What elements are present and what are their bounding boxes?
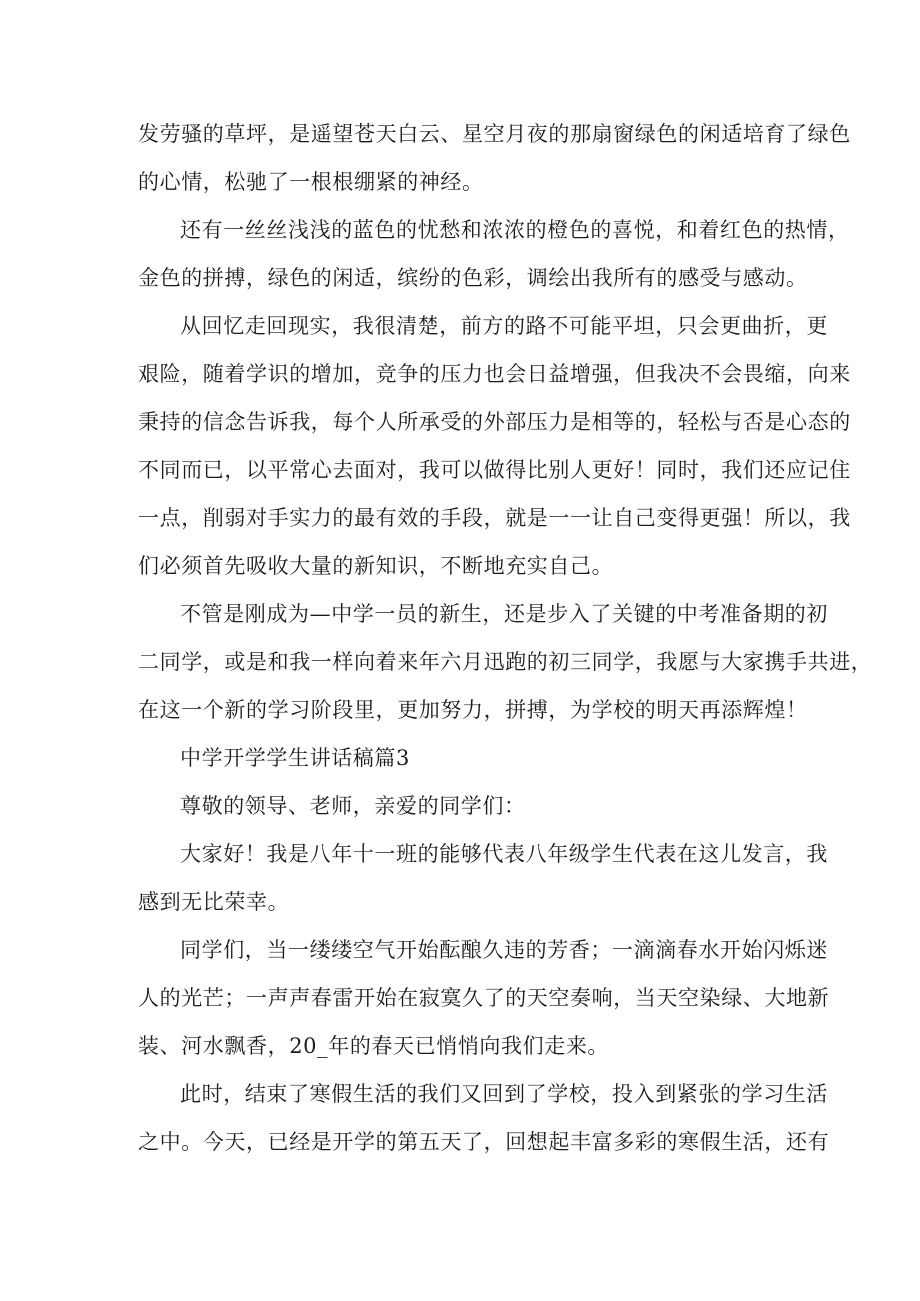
text-line: 从回忆走回现实，我很清楚，前方的路不可能平坦，只会更曲折，更 [180, 314, 828, 338]
text-line: 们必须首先吸收大量的新知识，不断地充实自己。 [138, 554, 614, 578]
paragraph-5 [138, 830, 828, 926]
text-line: 一点，削弱对手实力的最有效的手段，就是一一让自己变得更强！所以，我 [138, 506, 851, 530]
text-line: 人的光芒；一声声春雷开始在寂寞久了的天空奏响，当天空染绿、大地新 [138, 986, 830, 1010]
text-line: 感到无比荣幸。 [138, 890, 290, 914]
paragraph-3 [138, 302, 851, 590]
text-line: 艰险，随着学识的增加，竞争的压力也会日益增强，但我决不会畏缩，向来 [138, 362, 851, 386]
text-line: 发劳骚的草坪，是遥望苍天白云、星空月夜的那扇窗绿色的闲适培育了绿色 [138, 122, 851, 146]
paragraph-2 [138, 206, 850, 302]
text-line: 同学们，当一缕缕空气开始酝酿久违的芳香；一滴滴春水开始闪烁迷 [180, 938, 828, 962]
text-line: 秉持的信念告诉我，每个人所承受的外部压力是相等的，轻松与否是心态的 [138, 410, 851, 434]
text-line: 装、河水飘香，20_年的春天已悄悄向我们走来。 [138, 1034, 610, 1058]
salutation: 尊敬的领导、老师，亲爱的同学们： [180, 794, 526, 818]
paragraph-4 [138, 590, 873, 734]
text-line: 大家好！我是八年十一班的能够代表八年级学生代表在这儿发言，我 [180, 842, 828, 866]
paragraph-7 [138, 1070, 830, 1166]
text-line: 的心情，松驰了一根根绷紧的神经。 [138, 170, 484, 194]
paragraph-6 [138, 926, 830, 1070]
text-line: 二同学，或是和我一样向着来年六月迅跑的初三同学，我愿与大家携手共进， [138, 650, 873, 674]
text-line: 此时，结束了寒假生活的我们又回到了学校，投入到紧张的学习生活 [180, 1082, 828, 1106]
text-line: 还有一丝丝浅浅的蓝色的忧愁和浓浓的橙色的喜悦，和着红色的热情， [180, 218, 850, 242]
text-line: 金色的拼搏，绿色的闲适，缤纷的色彩，调绘出我所有的感受与感动。 [138, 266, 808, 290]
text-line: 之中。今天，已经是开学的第五天了，回想起丰富多彩的寒假生活，还有 [138, 1130, 830, 1154]
text-line: 不同而已，以平常心去面对，我可以做得比别人更好！同时，我们还应记住 [138, 458, 851, 482]
text-line: 在这一个新的学习阶段里，更加努力，拼搏，为学校的明天再添辉煌！ [138, 698, 808, 722]
text-line: 不管是刚成为—中学一员的新生，还是步入了关键的中考准备期的初 [180, 602, 828, 626]
paragraph-1 [138, 110, 851, 206]
section-heading: 中学开学学生讲话稿篇3 [180, 746, 410, 770]
